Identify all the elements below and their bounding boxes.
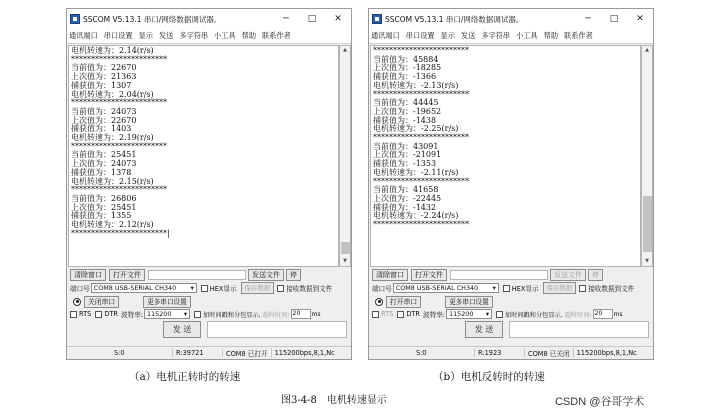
terminal-line: ************************ — [373, 176, 469, 186]
status-port-params: 115200bps,8,1,Nc — [274, 349, 335, 357]
scroll-down-icon[interactable]: ▼ — [343, 258, 347, 264]
baud-select[interactable] — [446, 309, 492, 319]
clear-window-button[interactable]: 清除窗口 — [70, 269, 106, 281]
dtr-label: DTR — [104, 310, 119, 318]
terminal-line: 捕获值为：-1353 — [373, 159, 437, 169]
recv-to-file-label: 接收数据到文件 — [286, 285, 333, 293]
scroll-thumb[interactable] — [341, 242, 350, 254]
title-bar — [369, 9, 653, 29]
scroll-thumb[interactable] — [643, 196, 652, 252]
menu-multi-string[interactable]: 多字符串 — [481, 31, 511, 40]
menu-tools[interactable]: 小工具 — [516, 31, 538, 40]
action-row — [370, 268, 652, 281]
file-path-field[interactable] — [148, 270, 246, 280]
recv-to-file-label: 接收数据到文件 — [588, 285, 635, 293]
terminal-line: 电机转速为：-2.13(r/s) — [373, 80, 459, 90]
hex-display-checkbox[interactable] — [503, 285, 510, 292]
scroll-up-icon[interactable]: ▲ — [645, 47, 649, 53]
timestamp-label: 加时间戳和分包显示, — [505, 311, 563, 319]
menu-tools[interactable]: 小工具 — [214, 31, 236, 40]
terminal-line: ************************ — [373, 46, 469, 55]
port-status-indicator — [375, 298, 383, 306]
menu-send[interactable]: 发送 — [460, 31, 476, 40]
port-control-row — [68, 295, 350, 308]
port-status-indicator — [73, 298, 81, 306]
baud-label: 波特率: — [121, 311, 144, 319]
send-input[interactable] — [509, 321, 649, 338]
terminal-line: 当前值为：45884 — [373, 54, 439, 64]
terminal-line: 当前值为：24073 — [71, 106, 137, 116]
terminal-line: 当前值为：41658 — [373, 185, 439, 195]
terminal-line: 上次值为：-19652 — [373, 106, 442, 116]
open-file-button[interactable]: 打开文件 — [109, 269, 145, 281]
terminal-line: 上次值为：21363 — [71, 72, 137, 82]
terminal-line: 当前值为：22670 — [71, 63, 137, 73]
dtr-checkbox[interactable] — [95, 311, 102, 318]
terminal-line: 电机转速为：2.14(r/s) — [71, 46, 154, 55]
menu-serial-settings[interactable]: 串口设置 — [405, 31, 435, 40]
rts-label: RTS — [79, 310, 92, 318]
chevron-down-icon: ▾ — [190, 284, 194, 292]
baud-value: 115200 — [449, 310, 474, 318]
menu-bar — [369, 29, 653, 44]
terminal-line: ************************| — [71, 228, 170, 238]
status-received-count: R:39721 — [173, 349, 223, 357]
status-port-state: COM8 已关闭 — [525, 348, 574, 358]
status-received-count: R:1923 — [475, 349, 525, 357]
menu-contact[interactable]: 联系作者 — [564, 31, 593, 40]
terminal-line: 捕获值为：1307 — [71, 80, 132, 90]
menu-help[interactable]: 帮助 — [241, 31, 257, 40]
window-title: SSCOM V5.13.1 串口/网络数据调试器, — [385, 14, 519, 24]
open-file-button[interactable]: 打开文件 — [411, 269, 447, 281]
terminal-scrollbar[interactable] — [339, 45, 351, 267]
chevron-down-icon: ▾ — [485, 310, 490, 318]
baud-label: 波特率: — [423, 311, 446, 319]
options-row — [370, 308, 652, 320]
terminal-line: 上次值为：-21091 — [373, 150, 442, 160]
stop-button[interactable]: 停 — [286, 269, 301, 281]
chevron-down-icon: ▾ — [492, 284, 496, 292]
timeout-unit: ms — [613, 310, 623, 318]
more-settings-button[interactable]: 更多串口设置 — [445, 296, 493, 308]
status-port-params: 115200bps,8,1,Nc — [576, 349, 637, 357]
timeout-input[interactable]: 20 — [291, 309, 311, 319]
close-icon[interactable]: ✕ — [636, 14, 644, 24]
hex-display-label: HEX显示 — [511, 285, 539, 293]
dtr-checkbox[interactable] — [397, 311, 404, 318]
action-row — [68, 268, 350, 281]
watermark: CSDN @谷哥学术 — [555, 396, 645, 408]
timestamp-checkbox[interactable] — [194, 311, 201, 318]
caption-reverse: （b）电机反转时的转速 — [433, 371, 545, 383]
port-value: COM8 USB-SERIAL CH340 — [395, 284, 479, 292]
figure-caption: 图3-4-8 电机转速显示 — [281, 395, 387, 406]
receive-terminal[interactable] — [68, 45, 339, 267]
terminal-line: 当前值为：26806 — [71, 193, 137, 203]
terminal-line: 上次值为：24073 — [71, 159, 137, 169]
terminal-line: 电机转速为：2.15(r/s) — [71, 176, 154, 186]
port-row — [370, 282, 652, 294]
menu-contact[interactable]: 联系作者 — [262, 31, 291, 40]
terminal-line: ************************ — [71, 54, 167, 64]
caption-forward: （a）电机正转时的转速 — [129, 371, 241, 383]
baud-value: 115200 — [147, 310, 172, 318]
timeout-label: 超时时间: — [262, 311, 290, 319]
terminal-line: ************************ — [71, 98, 167, 108]
rts-checkbox[interactable] — [372, 311, 379, 318]
port-toggle-button[interactable]: 打开串口 — [386, 296, 421, 308]
terminal-line: ************************ — [71, 141, 167, 151]
save-data-button[interactable]: 保存数据 — [543, 282, 577, 294]
timeout-input[interactable]: 20 — [593, 309, 613, 319]
status-port-state: COM8 已打开 — [223, 348, 272, 358]
close-icon[interactable]: ✕ — [334, 14, 342, 24]
terminal-line: 当前值为：25451 — [71, 150, 137, 160]
send-button[interactable]: 发 送 — [465, 321, 503, 338]
terminal-line: ************************ — [373, 133, 469, 143]
hex-display-label: HEX显示 — [209, 285, 237, 293]
rts-checkbox[interactable] — [70, 311, 77, 318]
terminal-line: 当前值为：44445 — [373, 98, 439, 108]
menu-display[interactable]: 显示 — [138, 31, 153, 40]
menu-serial-settings[interactable]: 串口设置 — [103, 31, 133, 40]
port-toggle-button[interactable]: 关闭串口 — [84, 296, 119, 308]
send-file-button[interactable]: 发送文件 — [248, 269, 284, 281]
recv-to-file-checkbox[interactable] — [579, 285, 586, 292]
timestamp-label: 加时间戳和分包显示, — [203, 311, 261, 319]
dtr-label: DTR — [406, 310, 421, 318]
terminal-line: 捕获值为：-1366 — [373, 72, 437, 82]
terminal-line: 上次值为：22670 — [71, 115, 137, 125]
terminal-line: ************************ — [373, 220, 469, 230]
send-button[interactable]: 发 送 — [163, 321, 201, 338]
window-title: SSCOM V5.13.1 串口/网络数据调试器, — [83, 14, 217, 24]
options-row — [68, 308, 350, 320]
timestamp-checkbox[interactable] — [496, 311, 503, 318]
baud-select[interactable] — [144, 309, 190, 319]
maximize-icon[interactable]: □ — [307, 14, 317, 24]
terminal-line: 电机转速为：-2.24(r/s) — [373, 211, 459, 221]
terminal-line: 电机转速为：2.19(r/s) — [71, 133, 154, 143]
clear-window-button[interactable]: 清除窗口 — [372, 269, 408, 281]
menu-help[interactable]: 帮助 — [543, 31, 559, 40]
terminal-line: 捕获值为：-1432 — [373, 202, 437, 212]
menu-send[interactable]: 发送 — [158, 31, 174, 40]
terminal-line: 上次值为：-22445 — [373, 193, 442, 203]
menu-display[interactable]: 显示 — [440, 31, 455, 40]
maximize-icon[interactable]: □ — [609, 14, 619, 24]
port-row — [68, 282, 350, 294]
app-icon — [372, 14, 382, 24]
terminal-line: 电机转速为：2.04(r/s) — [71, 89, 154, 99]
terminal-line: 上次值为：25451 — [71, 202, 137, 212]
timeout-label: 超时时间: — [564, 311, 592, 319]
send-file-button[interactable]: 发送文件 — [550, 269, 586, 281]
menu-multi-string[interactable]: 多字符串 — [179, 31, 209, 40]
terminal-line: ************************ — [373, 89, 469, 99]
stop-button[interactable]: 停 — [588, 269, 603, 281]
menu-comm-port[interactable]: 通讯端口 — [69, 31, 98, 40]
terminal-line: 捕获值为：1378 — [71, 167, 132, 177]
port-select[interactable] — [393, 283, 499, 293]
terminal-line: 上次值为：-18285 — [373, 63, 442, 73]
terminal-line: ************************ — [71, 185, 167, 195]
more-settings-button[interactable]: 更多串口设置 — [143, 296, 191, 308]
scroll-down-icon[interactable]: ▼ — [645, 258, 649, 264]
recv-to-file-checkbox[interactable] — [277, 285, 284, 292]
terminal-line: 电机转速为：-2.25(r/s) — [373, 124, 459, 134]
terminal-line: 捕获值为：1355 — [71, 211, 132, 221]
receive-terminal[interactable] — [370, 45, 641, 267]
terminal-line: 当前值为：43091 — [373, 141, 439, 151]
title-bar — [67, 9, 351, 29]
minimize-icon[interactable]: ─ — [283, 14, 289, 24]
terminal-line: 电机转速为：2.12(r/s) — [71, 220, 154, 230]
port-select[interactable] — [91, 283, 197, 293]
send-input[interactable] — [207, 321, 347, 338]
sscom-window-reverse — [368, 8, 654, 360]
menu-comm-port[interactable]: 通讯端口 — [371, 31, 400, 40]
terminal-line: 捕获值为：-1438 — [373, 115, 437, 125]
sscom-window-forward — [66, 8, 352, 360]
port-label: 端口号 — [372, 285, 392, 293]
rts-label: RTS — [381, 310, 394, 318]
terminal-line: 电机转速为：-2.11(r/s) — [373, 167, 459, 177]
status-bar — [67, 346, 351, 359]
port-control-row — [370, 295, 652, 308]
status-bar — [369, 346, 653, 359]
minimize-icon[interactable]: ─ — [585, 14, 591, 24]
app-icon — [70, 14, 80, 24]
scroll-up-icon[interactable]: ▲ — [343, 47, 347, 53]
terminal-scrollbar[interactable] — [641, 45, 653, 267]
status-sent-count: S:0 — [413, 349, 475, 357]
menu-bar — [67, 29, 351, 44]
port-value: COM8 USB-SERIAL CH340 — [93, 284, 177, 292]
port-label: 端口号 — [70, 285, 90, 293]
chevron-down-icon: ▾ — [183, 310, 188, 318]
hex-display-checkbox[interactable] — [201, 285, 208, 292]
file-path-field[interactable] — [450, 270, 548, 280]
timeout-unit: ms — [311, 310, 321, 318]
status-sent-count: S:0 — [111, 349, 173, 357]
terminal-line: 捕获值为：1403 — [71, 124, 132, 134]
save-data-button[interactable]: 保存数据 — [241, 282, 275, 294]
